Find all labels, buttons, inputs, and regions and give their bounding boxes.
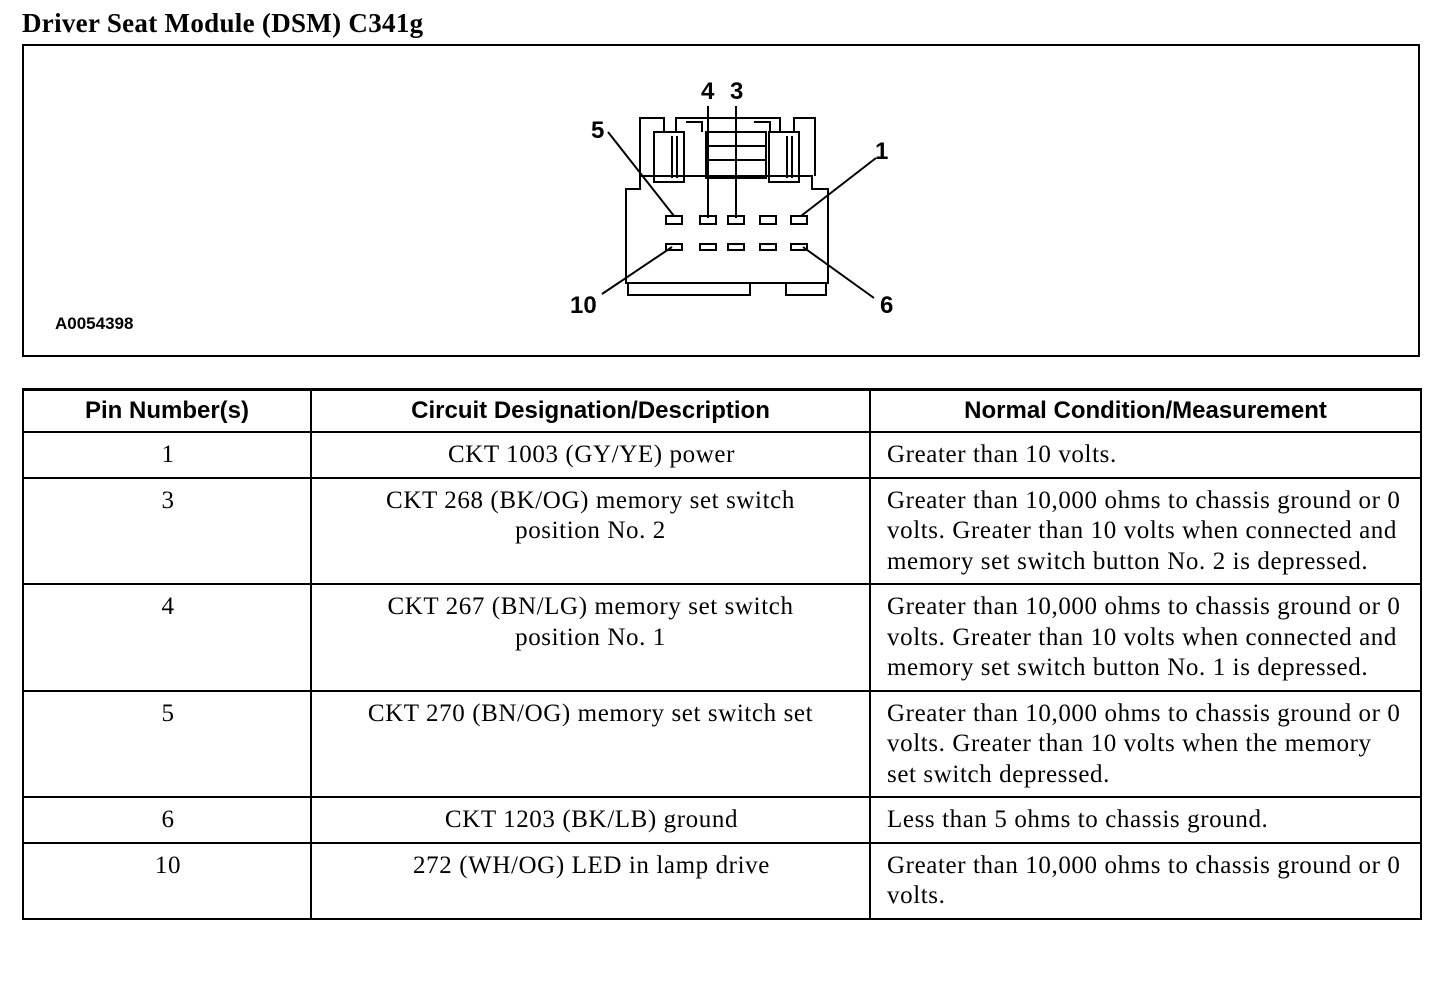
- normal-condition-cell: Less than 5 ohms to chassis ground.: [870, 797, 1421, 843]
- pin-label-3: 3: [730, 78, 744, 105]
- pin-cavity: [760, 244, 776, 250]
- pin-number-cell: 5: [23, 691, 311, 798]
- connector-foot-left: [628, 283, 750, 295]
- normal-condition-cell: Greater than 10 volts.: [870, 432, 1421, 478]
- connector-diagram: [24, 46, 1418, 355]
- normal-condition-cell: Greater than 10,000 ohms to chassis ground or 0 volts. Greater than 10 volts when connected and memory set switch button No. 2 is depressed.: [870, 478, 1421, 585]
- pin-number-cell: 10: [23, 843, 311, 919]
- pin-cavity: [760, 216, 776, 224]
- connector-foot-right: [786, 283, 826, 295]
- circuit-description-cell: CKT 268 (BK/OG) memory set switch position No. 2: [311, 478, 870, 585]
- table-row: [23, 843, 1421, 919]
- leader-line-6: [803, 247, 874, 298]
- pin-number-cell: 3: [23, 478, 311, 585]
- table-row: [23, 584, 1421, 691]
- table-row: [23, 691, 1421, 798]
- pin-label-5: 5: [591, 117, 605, 144]
- connector-figure: [22, 44, 1420, 357]
- pin-number-cell: 6: [23, 797, 311, 843]
- figure-id: A0054398: [55, 314, 134, 333]
- normal-condition-cell: Greater than 10,000 ohms to chassis ground or 0 volts. Greater than 10 volts when the memory set switch depressed.: [870, 691, 1421, 798]
- pin-label-6: 6: [880, 292, 894, 319]
- table-row: [23, 478, 1421, 585]
- circuit-description-cell: CKT 1003 (GY/YE) power: [311, 432, 870, 478]
- header-normal-condition: Normal Condition/Measurement: [870, 390, 1421, 433]
- leader-line-10: [602, 247, 672, 294]
- table-row: [23, 432, 1421, 478]
- circuit-description-cell: CKT 270 (BN/OG) memory set switch set: [311, 691, 870, 798]
- pin-cavity: [728, 244, 744, 250]
- pin-cavity: [700, 244, 716, 250]
- pin-table: [22, 388, 1422, 920]
- table-header-row: [23, 390, 1421, 433]
- pin-label-1: 1: [875, 138, 889, 165]
- normal-condition-cell: Greater than 10,000 ohms to chassis ground or 0 volts. Greater than 10 volts when connected and memory set switch button No. 1 is depressed.: [870, 584, 1421, 691]
- circuit-description-cell: CKT 1203 (BK/LB) ground: [311, 797, 870, 843]
- pin-cavity: [666, 216, 682, 224]
- table-row: [23, 797, 1421, 843]
- pin-label-4: 4: [701, 78, 715, 105]
- pin-number-cell: 4: [23, 584, 311, 691]
- pin-label-10: 10: [570, 292, 597, 319]
- pin-number-cell: 1: [23, 432, 311, 478]
- latch-right: [769, 132, 799, 182]
- page-title: Driver Seat Module (DSM) C341g: [22, 8, 424, 38]
- header-pin-numbers: Pin Number(s): [23, 390, 311, 433]
- circuit-description-cell: CKT 267 (BN/LG) memory set switch position No. 1: [311, 584, 870, 691]
- pin-cavity: [791, 216, 807, 224]
- circuit-description-cell: 272 (WH/OG) LED in lamp drive: [311, 843, 870, 919]
- header-circuit-description: Circuit Designation/Description: [311, 390, 870, 433]
- latch-left: [654, 132, 684, 182]
- normal-condition-cell: Greater than 10,000 ohms to chassis ground or 0 volts.: [870, 843, 1421, 919]
